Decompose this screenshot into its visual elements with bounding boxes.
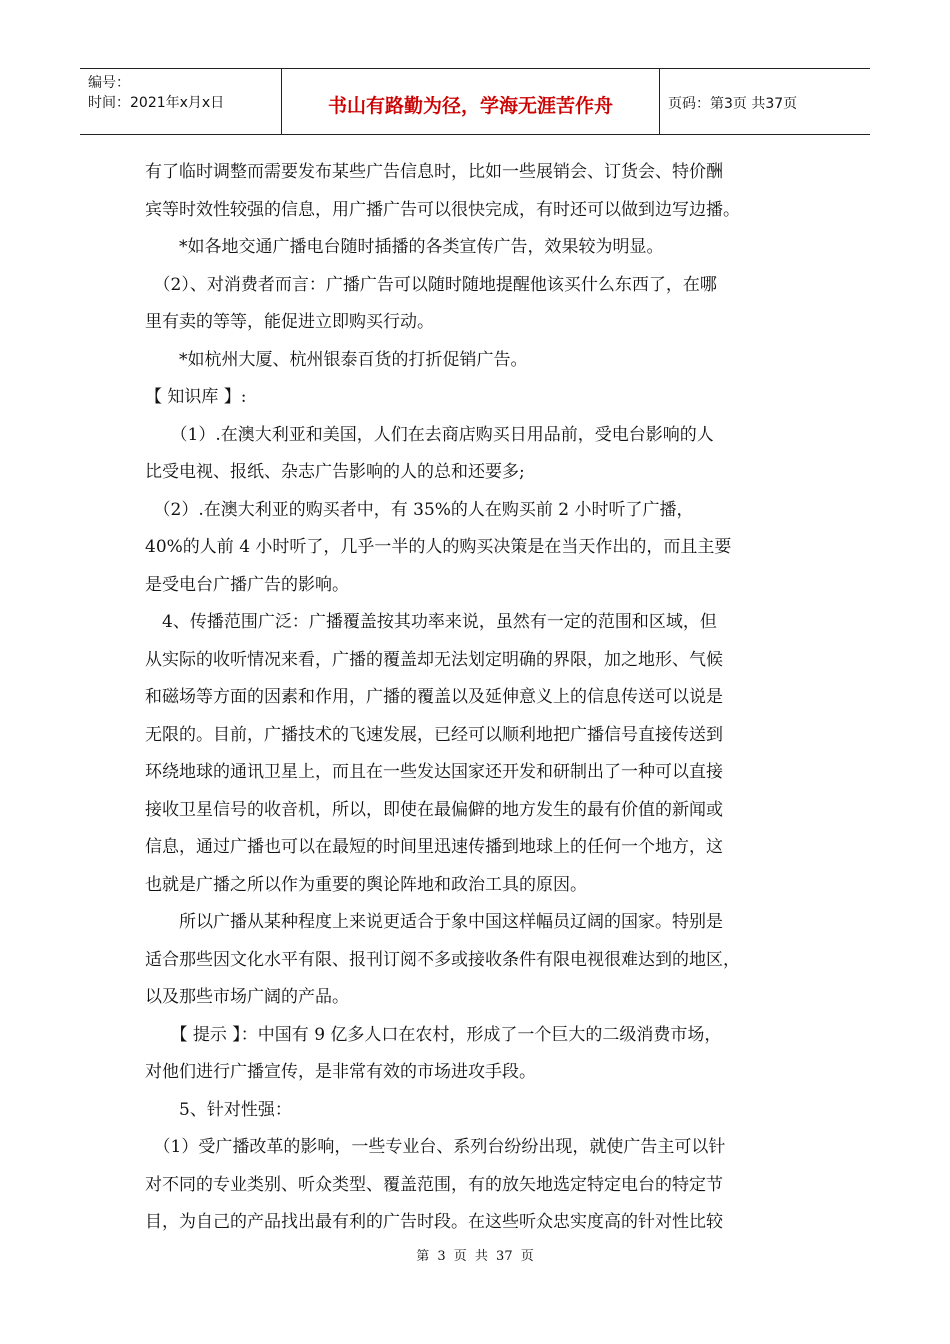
body-line: 接收卫星信号的收音机，所以，即使在最偏僻的地方发生的最有价值的新闻或 [145,799,723,820]
body-line: 也就是广播之所以作为重要的舆论阵地和政治工具的原因。 [145,874,587,895]
body-line: 所以广播从某种程度上来说更适合于象中国这样幅员辽阔的国家。特别是 [145,912,723,932]
body-line: （1）受广播改革的影响，一些专业台、系列台纷纷出现，就使广告主可以针 [145,1137,726,1157]
body-line: 4、传播范围广泛：广播覆盖按其功率来说，虽然有一定的范围和区域，但 [145,612,717,632]
page-footer [0,1245,950,1264]
body-line: 目，为自己的产品找出最有利的广告时段。在这些听众忠实度高的针对性比较 [145,1212,723,1232]
body-line: 对不同的专业类别、听众类型、覆盖范围，有的放矢地选定特定电台的特定节 [145,1174,723,1195]
body-line: 无限的。目前，广播技术的飞速发展，已经可以顺利地把广播信号直接传送到 [145,724,723,745]
body-line: 有了临时调整而需要发布某些广告信息时，比如一些展销会、订货会、特价酬 [145,162,723,182]
header-motto: 书山有路勤为径，学海无涯苦作舟 [282,69,660,134]
body-line: 环绕地球的通讯卫星上，而且在一些发达国家还开发和研制出了一种可以直接 [145,762,723,782]
section-heading-knowledge: 【 知识库 】: [145,387,247,407]
body-line: 和磁场等方面的因素和作用，广播的覆盖以及延伸意义上的信息传送可以说是 [145,687,723,707]
body-line: 适合那些因文化水平有限、报刊订阅不多或接收条件有限电视很难达到的地区， [145,949,740,970]
body-line: 对他们进行广播宣传，是非常有效的市场进攻手段。 [145,1062,536,1082]
document-number-label: 编号： [88,75,130,91]
body-line: 信息，通过广播也可以在最短的时间里迅速传播到地球上的任何一个地方，这 [145,837,723,857]
body-line: （2）.在澳大利亚的购买者中，有 35%的人在购买前 2 小时听了广播， [145,499,694,520]
body-line: （2）、对消费者而言：广播广告可以随时随地提醒他该买什么东西了，在哪 [145,274,717,295]
body-line: *如杭州大厦、杭州银泰百货的打折促销广告。 [145,349,528,370]
body-line: 从实际的收听情况来看，广播的覆盖却无法划定明确的界限，加之地形、气候 [145,649,723,670]
document-time-label: 时间：2021年x月x日 [88,95,225,111]
header-info-cell [80,69,282,134]
section-heading-tip: 【 提示 】：中国有 9 亿多人口在农村，形成了一个巨大的二级消费市场， [145,1024,722,1045]
document-header [80,68,870,135]
body-line: 里有卖的等等，能促进立即购买行动。 [145,312,434,332]
body-line: *如各地交通广播电台随时插播的各类宣传广告，效果较为明显。 [145,237,664,257]
body-line: 宾等时效性较强的信息，用广播广告可以很快完成，有时还可以做到边写边播。 [145,199,740,220]
footer-page-number: 第 3 页 共 37 页 [416,1249,534,1264]
body-line: 以及那些市场广阔的产品。 [145,987,349,1007]
document-body [145,154,810,1242]
body-line: 比受电视、报纸、杂志广告影响的人的总和还要多; [145,462,525,482]
body-line: 40%的人前 4 小时听了，几乎一半的人的购买决策是在当天作出的，而且主要 [145,537,732,557]
body-line: 5、针对性强： [145,1099,292,1120]
header-page-number: 页码：第3页 共37页 [668,95,798,112]
body-line: （1）.在澳大利亚和美国，人们在去商店购买日用品前，受电台影响的人 [145,424,714,445]
body-line: 是受电台广播广告的影响。 [145,574,349,595]
